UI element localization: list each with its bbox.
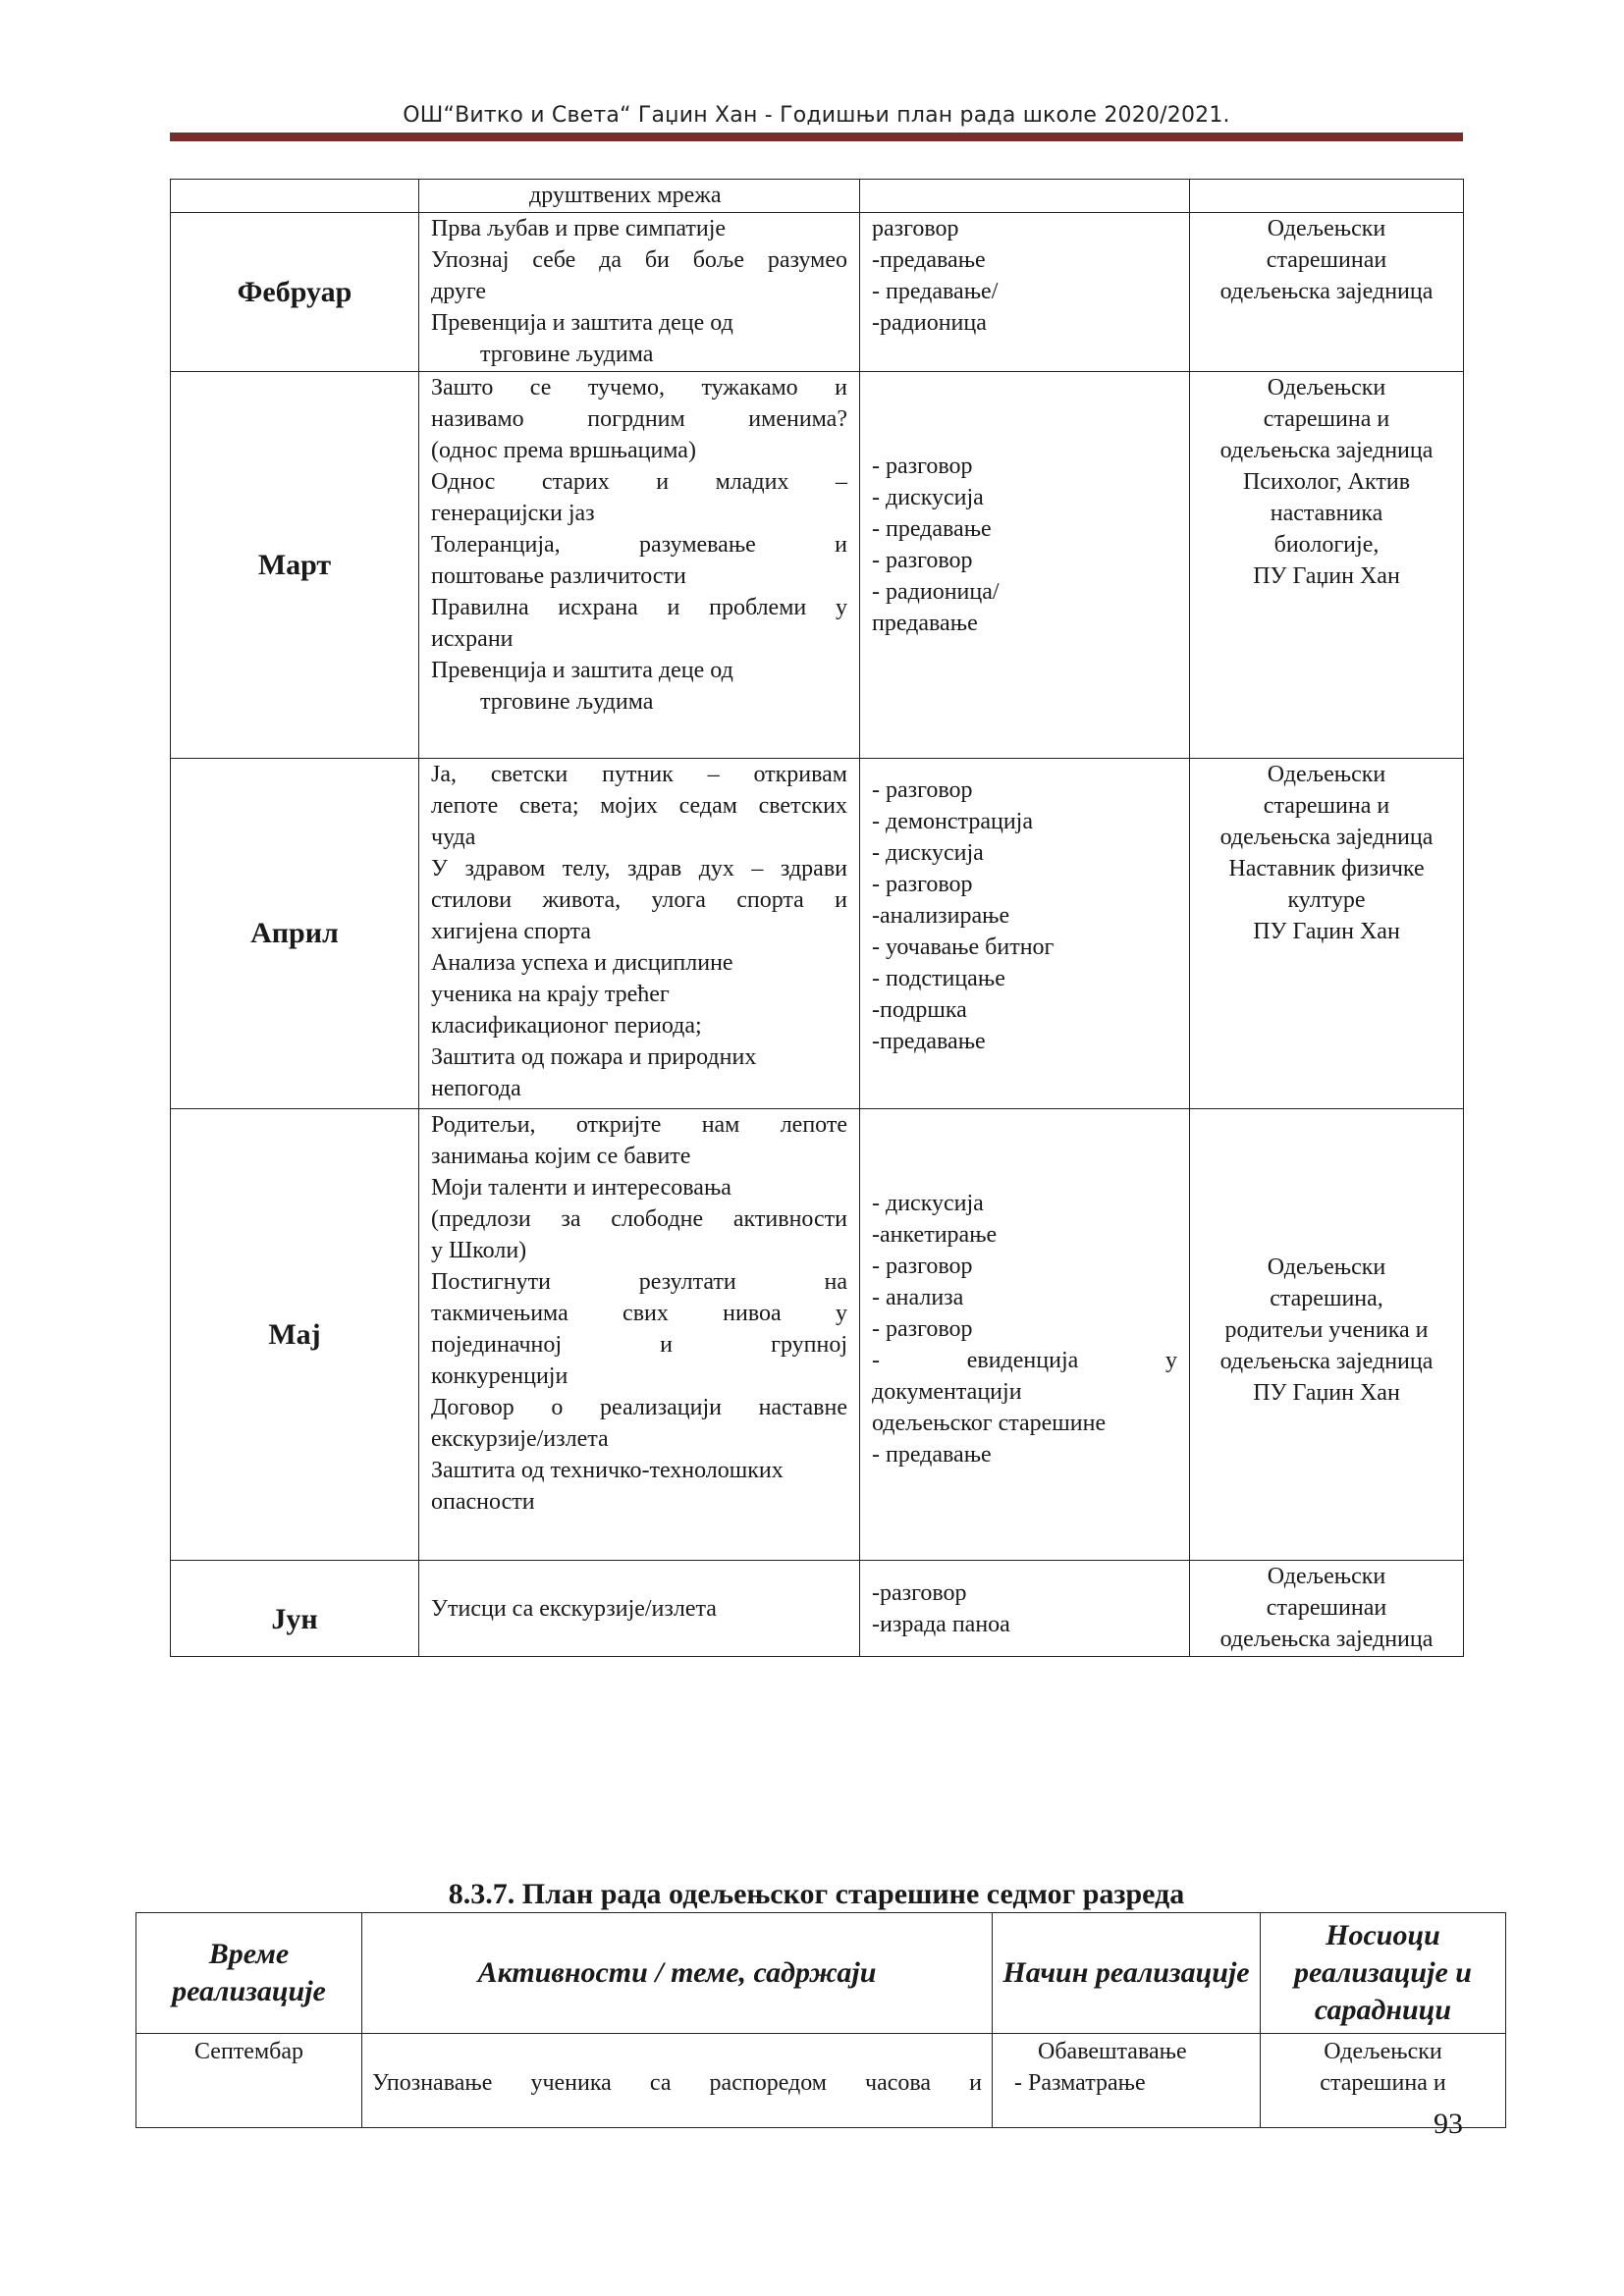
method-line: - демонстрација (872, 809, 1033, 834)
method-line: - предавање/ (872, 279, 999, 304)
method-line: разговор (872, 216, 959, 241)
table-row-march (171, 372, 1464, 759)
carrier-line: Одељењски (1324, 2039, 1442, 2064)
column-header-method: Начин реализације (993, 1913, 1261, 2034)
carrier-line: биологије, (1273, 532, 1380, 558)
carrier-line: одељењска заједница (1219, 1349, 1434, 1374)
time-label: Септембар (194, 2039, 303, 2064)
topic-line: Родитељи, откријте нам лепоте (431, 1112, 847, 1138)
carrier-line: Одељењски (1267, 1564, 1386, 1589)
method-line: -анализирање (872, 903, 1010, 929)
topic-line: трговине људима (480, 689, 654, 715)
topic-line: стилови живота, улога спорта и (431, 887, 847, 913)
method-line: - предавање (872, 1442, 992, 1468)
topic-line: називамо погрдним именима? (431, 406, 847, 432)
method-line: - Разматрање (1014, 2070, 1146, 2096)
carrier-line: Психолог, Актив (1242, 469, 1411, 495)
method-line: - дискусија (872, 1191, 984, 1216)
method-line: - дискусија (872, 485, 984, 510)
carrier-line: ПУ Гаџин Хан (1253, 919, 1400, 944)
activity-line: Упознавање ученика са распоредом часова и (372, 2070, 982, 2096)
topic-line: хигијена спорта (431, 919, 591, 944)
methods-cell (860, 759, 1190, 1109)
carriers-cell (1190, 1109, 1464, 1561)
header-rule (170, 133, 1463, 141)
carrier-line: културе (1287, 887, 1366, 913)
method-line: -израда паноа (872, 1611, 1010, 1637)
topic-line: Упознај себе да би боље разумео (431, 247, 847, 273)
topics-cell (419, 1561, 860, 1657)
topic-line: ученика на крају трећег (431, 982, 670, 1007)
carriers-cell (1190, 759, 1464, 1109)
carriers-cell (1190, 180, 1464, 213)
topics-cell (419, 372, 860, 759)
method-line: - предавање (872, 516, 992, 542)
topics-cell (419, 759, 860, 1109)
topic-line: Прва љубав и прве симпатије (431, 216, 727, 241)
carrier-line: Одељењски (1267, 375, 1386, 400)
method-line: -предавање (872, 247, 986, 273)
method-line: документацији (872, 1379, 1022, 1405)
method-line: - разговор (872, 1316, 973, 1342)
topic-line: друштвених мрежа (529, 183, 722, 208)
topic-line: лепоте света; мојих седам светских (431, 793, 847, 819)
topic-line: чуда (431, 825, 476, 850)
topics-cell (419, 1109, 860, 1561)
method-line: одељењског старешине (872, 1411, 1107, 1436)
topic-line: Утисци са екскурзије/излета (431, 1595, 717, 1622)
topics-cell (419, 180, 860, 213)
month-cell: Март (171, 372, 419, 759)
activity-cell (362, 2034, 993, 2128)
methods-cell (860, 1109, 1190, 1561)
carrier-line: родитељи ученика и (1224, 1317, 1429, 1343)
topic-line: Правилна исхрана и проблеми у (431, 595, 847, 620)
topic-line: У здравом телу, здрав дух – здрави (431, 856, 847, 881)
month-cell: Мај (171, 1109, 419, 1561)
table-row-continuation (171, 180, 1464, 213)
column-header-time: Време реализације (136, 1913, 362, 2034)
topics-cell (419, 213, 860, 372)
topic-line: трговине људима (480, 342, 654, 367)
method-line: Обавештавање (1038, 2039, 1187, 2064)
carrier-line: ПУ Гаџин Хан (1253, 1380, 1400, 1406)
carrier-line: старешинаи (1266, 1595, 1387, 1621)
month-cell: Јун (171, 1561, 419, 1657)
carrier-line: Наставник физичке (1228, 856, 1425, 881)
topic-line: Заштита од техничко-технолошких (431, 1458, 784, 1483)
topic-line: Однос старих и младих – (431, 469, 847, 495)
time-cell (136, 2034, 362, 2128)
carrier-line: ПУ Гаџин Хан (1253, 563, 1400, 589)
seventh-grade-plan-table (135, 1912, 1506, 2128)
table-row-june (171, 1561, 1464, 1657)
topic-line: екскурзије/излета (431, 1426, 609, 1452)
page-header-title: ОШ“Витко и Света“ Гаџин Хан - Годишњи план рада школе 2020/2021. (403, 103, 1230, 128)
carrier-line: старешинаи (1266, 247, 1387, 273)
carrier-line: наставника (1270, 501, 1383, 526)
method-line: - разговор (872, 548, 973, 573)
method-cell (993, 2034, 1261, 2128)
carriers-cell (1190, 372, 1464, 759)
carriers-cell (1190, 1561, 1464, 1657)
column-header-activities: Активности / теме, садржаји (362, 1913, 993, 2034)
methods-cell (860, 180, 1190, 213)
carrier-line: старешина и (1263, 793, 1390, 819)
carrier-line: одељењска заједница (1219, 825, 1434, 850)
carrier-line: старешина и (1263, 406, 1390, 432)
carrier-line: одељењска заједница (1219, 1627, 1434, 1652)
carriers-cell (1261, 2034, 1506, 2128)
topic-line: непогода (431, 1076, 521, 1101)
topic-line: Превенција и заштита деце од (431, 310, 733, 336)
section-title: 8.3.7. План рада одељењског старешине седмог разреда (448, 1878, 1185, 1910)
method-line: - уочавање битног (872, 934, 1055, 960)
month-cell: Фебруар (171, 213, 419, 372)
topic-line: исхрани (431, 626, 514, 652)
table-row (136, 2034, 1506, 2128)
topic-line: друге (431, 279, 487, 304)
topic-line: (однос према вршњацима) (431, 438, 696, 463)
method-line: - радионица/ (872, 579, 1000, 605)
carrier-line: старешина, (1270, 1286, 1383, 1311)
topic-line: Зашто се тучемо, тужакамо и (431, 375, 847, 400)
carrier-line: Одељењски (1267, 216, 1386, 241)
topic-line: такмичењима свих нивоа у (431, 1301, 847, 1326)
topic-line: генерацијски јаз (431, 501, 595, 526)
methods-cell (860, 1561, 1190, 1657)
topic-line: Анализа успеха и дисциплине (431, 950, 733, 976)
topic-line: занимања којим се бавите (431, 1144, 691, 1169)
topic-line: Моји таленти и интересовања (431, 1175, 731, 1201)
method-line: - подстицање (872, 966, 1005, 991)
method-line: -предавање (872, 1029, 986, 1054)
method-line: - разговор (872, 454, 973, 479)
method-line: -разговор (872, 1579, 967, 1606)
carrier-line: одељењска заједница (1219, 438, 1434, 463)
table-header-row (136, 1913, 1506, 2034)
method-line: -радионица (872, 310, 987, 336)
carrier-line: одељењска заједница (1219, 279, 1434, 304)
topic-line: појединачној и групној (431, 1332, 847, 1358)
method-line: предавање (872, 611, 978, 636)
topic-line: конкуренцији (431, 1363, 568, 1389)
topic-line: у Школи) (431, 1238, 527, 1263)
table-row-february (171, 213, 1464, 372)
carriers-cell (1190, 213, 1464, 372)
topic-line: (предлози за слободне активности (431, 1206, 847, 1232)
method-line: - дискусија (872, 840, 984, 866)
topic-line: Постигнути резултати на (431, 1269, 847, 1295)
topic-line: класификационог периода; (431, 1013, 702, 1039)
column-header-carriers: Носиоци реализације и сарадници (1261, 1913, 1506, 2034)
method-line: -подршка (872, 997, 967, 1023)
methods-cell (860, 213, 1190, 372)
carrier-line: Одељењски (1267, 762, 1386, 787)
carrier-line: Одељењски (1267, 1255, 1386, 1280)
method-line: - разговор (872, 1254, 973, 1279)
method-line: - анализа (872, 1285, 964, 1310)
topic-line: Толеранција, разумевање и (431, 532, 847, 558)
class-teacher-plan-table (170, 179, 1464, 1657)
table-row-may (171, 1109, 1464, 1561)
month-cell (171, 180, 419, 213)
method-line: -анкетирање (872, 1222, 998, 1248)
topic-line: Договор о реализацији наставне (431, 1395, 847, 1420)
carrier-line: старешина и (1320, 2070, 1446, 2096)
table-row-april (171, 759, 1464, 1109)
methods-cell (860, 372, 1190, 759)
topic-line: Ја, светски путник – откривам (431, 762, 847, 787)
method-line: - разговор (872, 872, 973, 897)
method-line: - разговор (872, 777, 973, 803)
topic-line: Заштита од пожара и природних (431, 1044, 757, 1070)
topic-line: поштовање различитости (431, 563, 686, 589)
method-line: - евиденција у (872, 1348, 1177, 1373)
page-number: 93 (1434, 2108, 1463, 2140)
month-cell: Април (171, 759, 419, 1109)
topic-line: Превенција и заштита деце од (431, 658, 733, 683)
topic-line: опасности (431, 1489, 535, 1515)
